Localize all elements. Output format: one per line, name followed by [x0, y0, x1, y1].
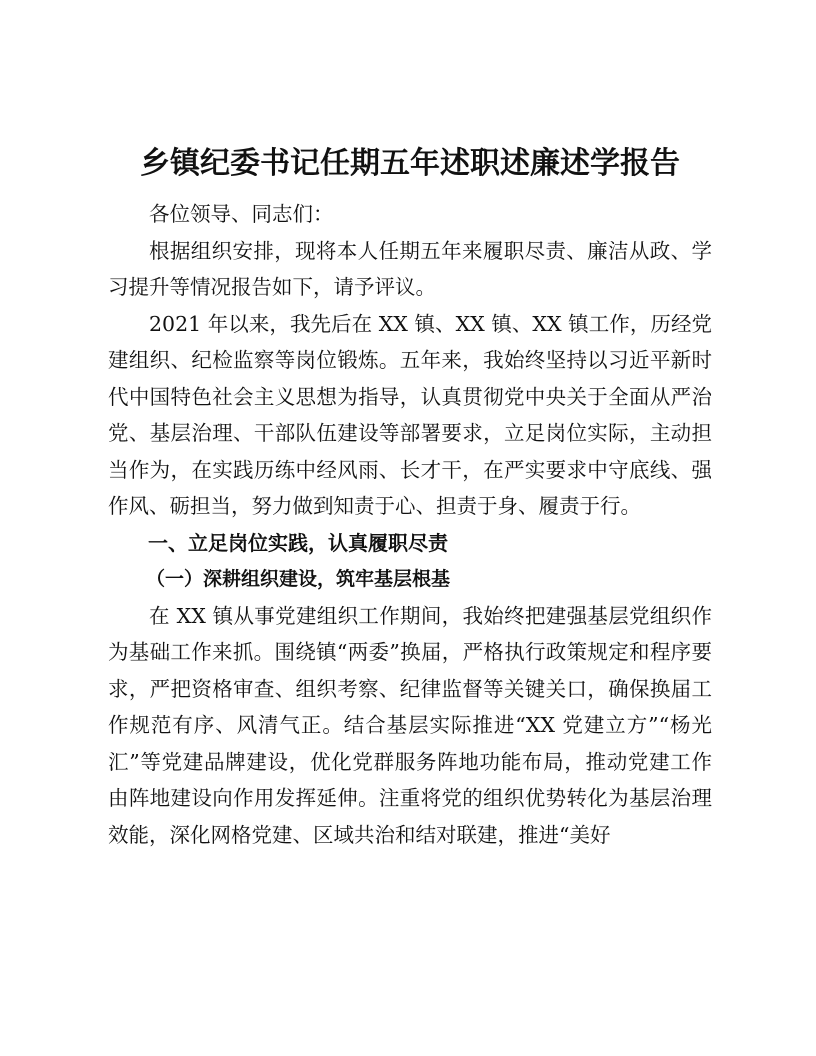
section-heading-1: 一、立足岗位实践，认真履职尽责 [148, 530, 448, 555]
document-page [108, 140, 712, 853]
document-title: 乡镇纪委书记任期五年述职述廉述学报告 [140, 146, 680, 181]
subsection-heading-1: （一）深耕组织建设，筑牢基层根基 [146, 568, 451, 590]
overview-paragraph: 2021 年以来，我先后在 XX 镇、XX 镇、XX 镇工作，历经党建组织、纪检监察等岗位锻炼。五年来，我始终坚持以习近平新时代中国特色社会主义思想为指导，认真贯彻党中央关于全面从严治党、基层治理、干部队伍建设等部署要求，立足岗位实际，主动担当作为，在实践历练中经风雨、长才干，在严实要求中守底线、强作风、砺担当，努力做到知责于心、担责于身、履责于行。 [108, 311, 712, 518]
greeting: 各位领导、同志们： [149, 202, 334, 226]
subsection-1-paragraph: 在 XX 镇从事党建组织工作期间，我始终把建强基层党组织作为基础工作来抓。围绕镇“两委”换届，严格执行政策规定和程序要求，严把资格审查、组织考察、纪律监督等关键关口，确保换届工作规范有序、风清气正。结合基层实际推进“XX 党建立方”“杨光汇”等党建品牌建设，优化党群服务阵地功能布局，推动党建工作由阵地建设向作用发挥延伸。注重将党的组织优势转化为基层治理效能，深化网格党建、区域共治和结对联建，推进“美好 [108, 603, 712, 847]
intro-paragraph: 根据组织安排，现将本人任期五年来履职尽责、廉洁从政、学习提升等情况报告如下，请予评议。 [108, 238, 712, 299]
